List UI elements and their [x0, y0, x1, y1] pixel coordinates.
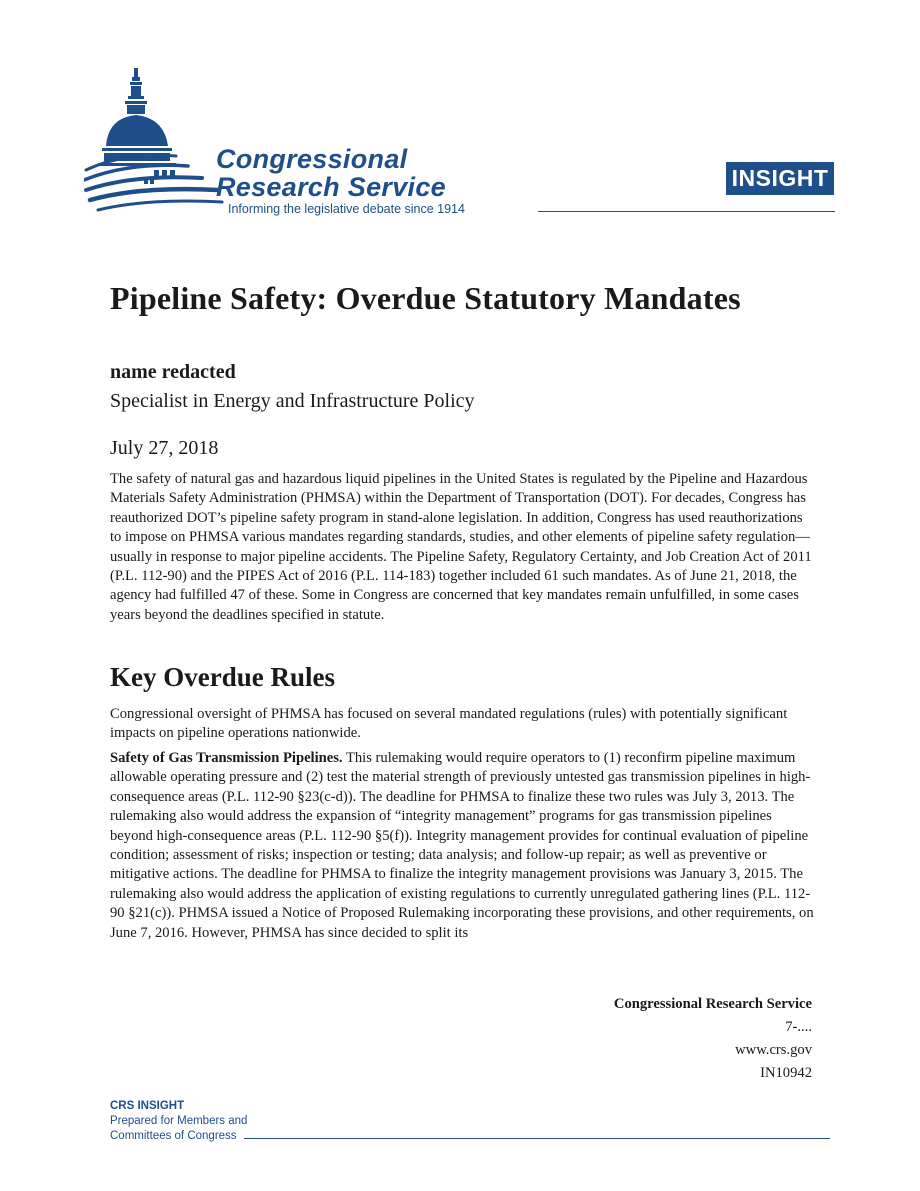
insight-badge: INSIGHT [726, 162, 834, 195]
org-tagline: Informing the legislative debate since 1914 [228, 202, 465, 216]
header-divider [538, 211, 835, 212]
footer-info [614, 993, 812, 1085]
section-intro-paragraph: Congressional oversight of PHMSA has focused on several mandated regulations (rules) with potentially significant impacts on pipeline operations nationwide. [110, 706, 788, 742]
org-name-line2: Research Service [216, 172, 446, 202]
footer-number: 7-.... [785, 1019, 812, 1035]
footer-label-title: CRS INSIGHT [110, 1100, 185, 1112]
page-title: Pipeline Safety: Overdue Statutory Mandates [110, 280, 741, 316]
paragraph-body: This rulemaking would require operators to (1) reconfirm pipeline maximum allowable operating pressure and (2) test the material strength of previously untested gas transmission pipelines in high-consequence areas (P.L. 112-90 §23(c-d)). The deadline for PHMSA to finalize these two rules was July 3, 2013. The rulemaking also would address the expansion of “integrity management” programs for gas transmission pipelines beyond high-consequence areas (P.L. 112-90 §5(f)). Integrity management provides for continual evaluation of pipeline condition; assessment of risks; inspection or testing; data analysis; and follow-up repair; as well as preventive or mitigative actions. The deadline for PHMSA to finalize the integrity management provisions was January 3, 2015. The rulemaking also would address the application of existing regulations to currently unregulated gathering lines (P.L. 112-90 §21(c)). PHMSA issued a Notice of Proposed Rulemaking incorporating these provisions, and other requirements, on June 7, 2016. However, PHMSA has since decided to split its [110, 750, 814, 941]
author-role: Specialist in Energy and Infrastructure Policy [110, 390, 475, 412]
crs-insight-footer-label [110, 1099, 247, 1144]
footer-doc-id: IN10942 [760, 1065, 812, 1081]
org-name-line1: Congressional [216, 144, 408, 174]
publication-date: July 27, 2018 [110, 437, 219, 459]
footer-label-line2: Prepared for Members and [110, 1115, 248, 1127]
intro-paragraph: The safety of natural gas and hazardous liquid pipelines in the United States is regulated by the Pipeline and Hazardous Materials Safety Administration (PHMSA) within the Department of Transportation (DOT). For decades, Congress has reauthorized DOT’s pipeline safety program in stand-alone legislation. In addition, Congress has used reauthorizations to impose on PHMSA various mandates regarding standards, studies, and other elements of pipeline safety regulation—usually in response to major pipeline accidents. The Pipeline Safety, Regulatory Certainty, and Job Creation Act of 2011 (P.L. 112-90) and the PIPES Act of 2016 (P.L. 114-183) together included 61 such mandates. As of June 21, 2018, the agency had fulfilled 47 of these. Some in Congress are concerned that key mandates remain unfulfilled, in some cases years beyond the deadlines specified in statute. [110, 471, 812, 623]
gas-transmission-paragraph [110, 749, 815, 943]
footer-divider [244, 1138, 830, 1139]
section-heading: Key Overdue Rules [110, 662, 335, 692]
footer-website: www.crs.gov [735, 1042, 812, 1058]
footer-org: Congressional Research Service [613, 996, 812, 1012]
footer-label-line3: Committees of Congress [110, 1130, 237, 1142]
author-name: name redacted [110, 361, 236, 383]
capitol-dome-logo-icon [84, 66, 224, 216]
paragraph-run-in-heading: Safety of Gas Transmission Pipelines. [110, 750, 343, 766]
